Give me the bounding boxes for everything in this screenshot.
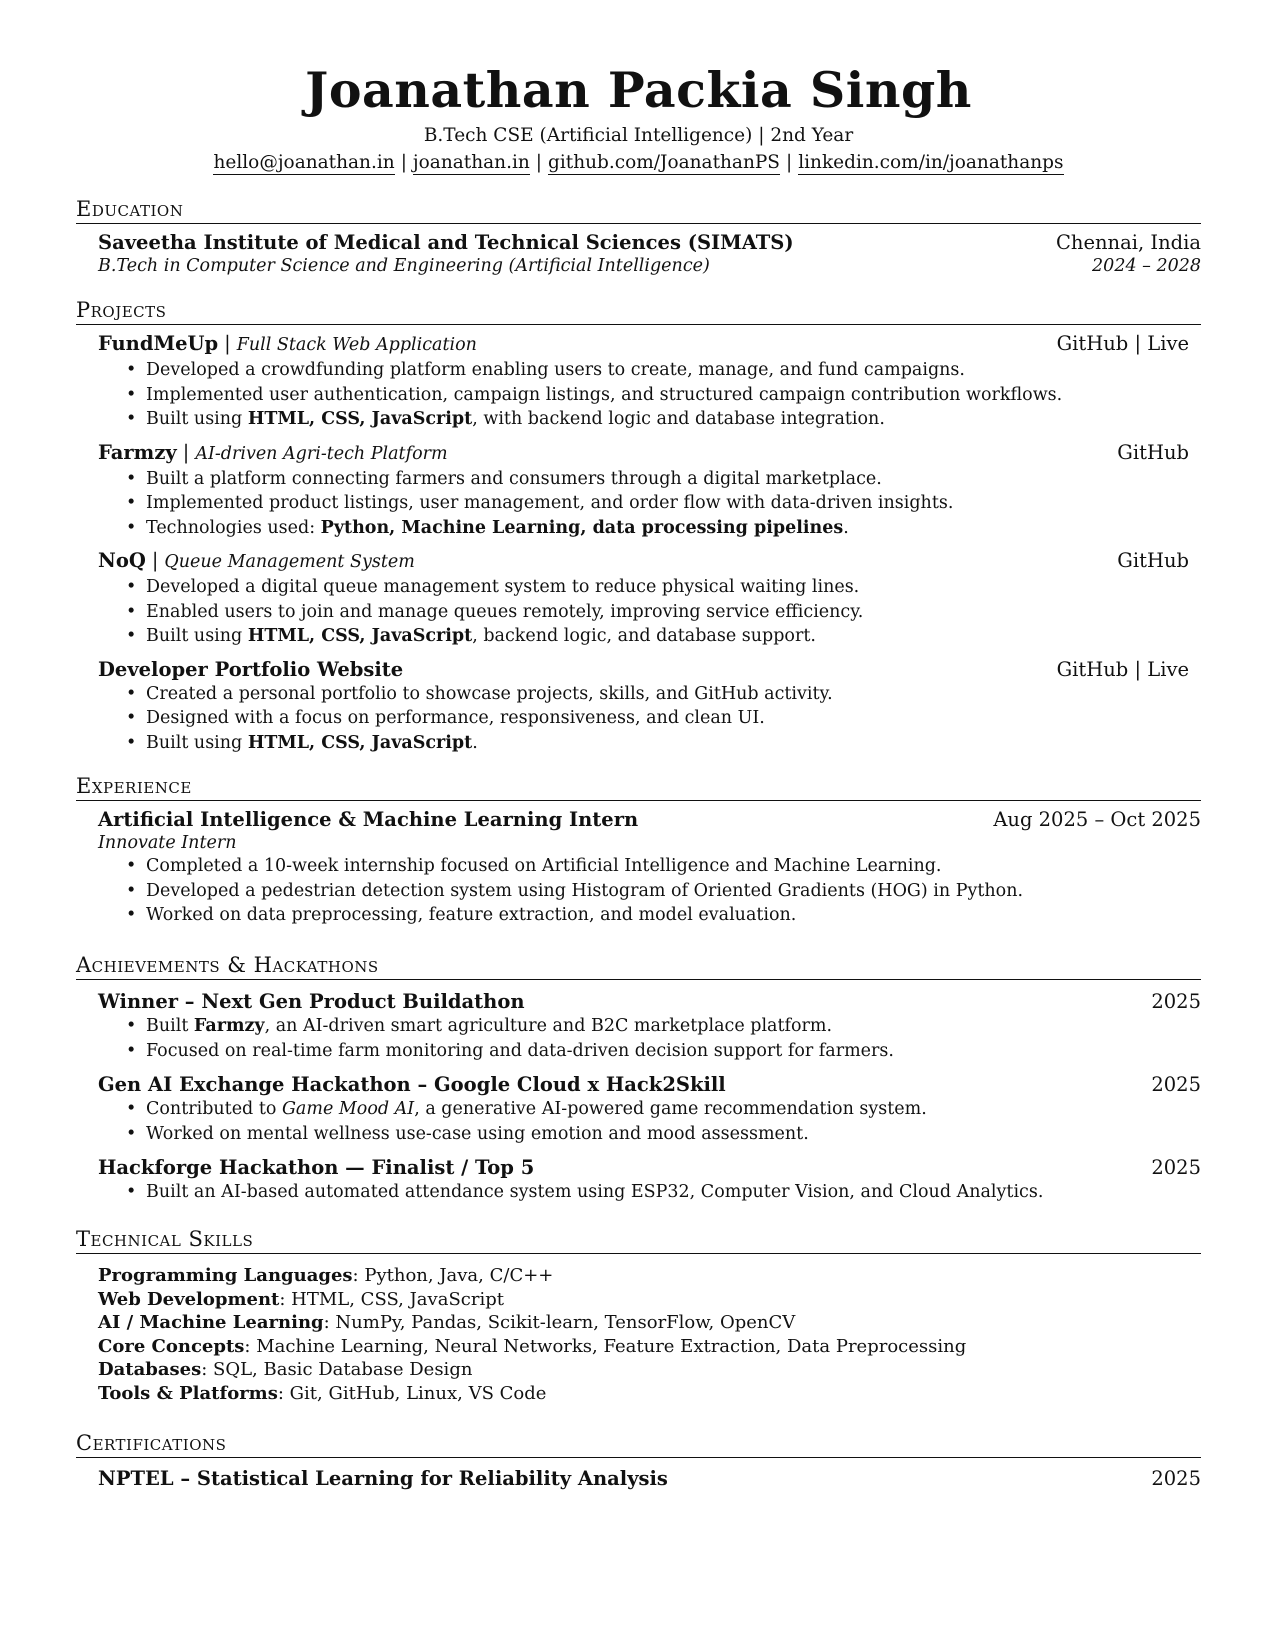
skill-row bbox=[98, 1311, 1201, 1335]
education-entry bbox=[76, 230, 1201, 277]
project-bullets bbox=[98, 358, 1201, 432]
achievement-year: 2025 bbox=[1151, 1156, 1201, 1179]
list-item: • Enabled users to join and manage queues remotely, improving service efficiency. bbox=[146, 600, 1201, 625]
achievement-bullets bbox=[98, 1180, 1201, 1205]
skill-values: : Machine Learning, Neural Networks, Feature Extraction, Data Preprocessing bbox=[244, 1335, 967, 1357]
linkedin-link[interactable]: linkedin.com/in/joanathanps bbox=[798, 152, 1064, 173]
skill-row bbox=[98, 1358, 1201, 1382]
section-title-education: Education bbox=[76, 196, 1201, 224]
project-bullets bbox=[98, 467, 1201, 541]
list-item: • Contributed to Game Mood AI, a generative AI-powered game recommendation system. bbox=[146, 1097, 1201, 1122]
contact-separator: | bbox=[535, 152, 543, 173]
experience-dates: Aug 2025 – Oct 2025 bbox=[993, 808, 1201, 831]
list-item: • Built Farmzy, an AI-driven smart agriculture and B2C marketplace platform. bbox=[146, 1014, 1201, 1039]
list-item: • Built using HTML, CSS, JavaScript, backend logic, and database support. bbox=[146, 624, 1201, 649]
certifications-section bbox=[76, 1430, 1201, 1491]
list-item: • Implemented product listings, user management, and order flow with data-driven insights. bbox=[146, 491, 1201, 516]
person-subtitle: B.Tech CSE (Artificial Intelligence) | 2nd Year bbox=[423, 125, 854, 146]
list-item: • Implemented user authentication, campaign listings, and structured campaign contribution workflows. bbox=[146, 383, 1201, 408]
project-title: Farmzy | AI-driven Agri-tech Platform bbox=[98, 440, 448, 464]
github-link[interactable]: github.com/JoanathanPS bbox=[548, 152, 780, 173]
list-item: • Developed a pedestrian detection system using Histogram of Oriented Gradients (HOG) in Python. bbox=[146, 879, 1201, 904]
project-entry bbox=[76, 440, 1201, 541]
education-dates: 2024 – 2028 bbox=[1092, 256, 1201, 276]
experience-company: Innovate Intern bbox=[98, 833, 237, 853]
project-title: FundMeUp | Full Stack Web Application bbox=[98, 332, 477, 355]
skill-row bbox=[98, 1288, 1201, 1312]
skill-label: Core Concepts bbox=[98, 1335, 245, 1357]
experience-section bbox=[76, 773, 1201, 928]
section-title-certifications: Certifications bbox=[76, 1430, 1201, 1458]
certification-year: 2025 bbox=[1151, 1467, 1201, 1490]
achievement-bullets bbox=[98, 1014, 1201, 1063]
skill-values: : HTML, CSS, JavaScript bbox=[279, 1288, 504, 1310]
institution-name: Saveetha Institute of Medical and Technical Sciences (SIMATS) bbox=[98, 231, 794, 254]
achievement-year: 2025 bbox=[1151, 990, 1201, 1013]
education-section bbox=[76, 196, 1201, 277]
achievements-section bbox=[76, 952, 1201, 1205]
achievement-entry bbox=[76, 989, 1201, 1063]
skill-values: : SQL, Basic Database Design bbox=[201, 1359, 473, 1380]
experience-role: Artificial Intelligence & Machine Learning Intern bbox=[98, 808, 639, 831]
list-item: • Completed a 10-week internship focused on Artificial Intelligence and Machine Learning. bbox=[146, 854, 1201, 879]
contact-links bbox=[76, 149, 1201, 177]
achievement-title: Gen AI Exchange Hackathon – Google Cloud x Hack2Skill bbox=[98, 1073, 726, 1096]
project-bullets bbox=[98, 682, 1201, 756]
project-links[interactable]: GitHub | Live bbox=[1056, 657, 1189, 681]
list-item: • Built using HTML, CSS, JavaScript. bbox=[146, 731, 1201, 756]
website-link[interactable]: joanathan.in bbox=[412, 152, 530, 173]
project-tagline: AI-driven Agri-tech Platform bbox=[195, 443, 448, 464]
list-item: • Built using HTML, CSS, JavaScript, with backend logic and database integration. bbox=[146, 407, 1201, 432]
title-separator: | bbox=[151, 549, 159, 572]
project-title: Developer Portfolio Website bbox=[98, 657, 404, 681]
skill-values: : Git, GitHub, Linux, VS Code bbox=[277, 1382, 547, 1404]
certification-entry bbox=[76, 1466, 1201, 1491]
section-title-experience: Experience bbox=[76, 773, 1201, 801]
section-title-skills: Technical Skills bbox=[76, 1226, 1201, 1254]
list-item: • Worked on data preprocessing, feature extraction, and model evaluation. bbox=[146, 903, 1201, 928]
list-item: • Worked on mental wellness use-case using emotion and mood assessment. bbox=[146, 1122, 1201, 1147]
achievement-year: 2025 bbox=[1151, 1073, 1201, 1096]
skill-values: : Python, Java, C/C++ bbox=[352, 1265, 554, 1286]
achievement-bullets bbox=[98, 1097, 1201, 1146]
list-item: • Designed with a focus on performance, responsiveness, and clean UI. bbox=[146, 706, 1201, 731]
project-links[interactable]: GitHub bbox=[1117, 440, 1189, 464]
skills-section bbox=[76, 1226, 1201, 1405]
skill-label: Programming Languages bbox=[98, 1265, 353, 1286]
list-item: • Built an AI-based automated attendance system using ESP32, Computer Vision, and Cloud Analytics. bbox=[146, 1180, 1201, 1205]
skill-row bbox=[98, 1264, 1201, 1288]
contact-separator: | bbox=[400, 152, 407, 173]
achievement-title: Winner – Next Gen Product Buildathon bbox=[98, 990, 525, 1013]
title-separator: | bbox=[182, 440, 190, 464]
project-title: NoQ | Queue Management System bbox=[98, 549, 415, 572]
achievement-entry bbox=[76, 1072, 1201, 1146]
section-title-projects: Projects bbox=[76, 297, 1201, 325]
skill-label: Web Development bbox=[98, 1288, 280, 1310]
project-links[interactable]: GitHub bbox=[1117, 549, 1189, 572]
project-links[interactable]: GitHub | Live bbox=[1056, 332, 1189, 355]
skill-values: : NumPy, Pandas, Scikit-learn, TensorFlow, OpenCV bbox=[323, 1312, 796, 1333]
achievement-title: Hackforge Hackathon — Finalist / Top 5 bbox=[98, 1156, 535, 1179]
list-item: • Created a personal portfolio to showcase projects, skills, and GitHub activity. bbox=[146, 682, 1201, 707]
skill-label: Tools & Platforms bbox=[98, 1382, 278, 1404]
list-item: • Developed a digital queue management system to reduce physical waiting lines. bbox=[146, 575, 1201, 600]
certification-name: NPTEL – Statistical Learning for Reliability Analysis bbox=[98, 1467, 668, 1490]
list-item: • Developed a crowdfunding platform enabling users to create, manage, and fund campaigns. bbox=[146, 358, 1201, 383]
skill-label: AI / Machine Learning bbox=[98, 1312, 324, 1333]
email-link[interactable]: hello@joanathan.in bbox=[213, 152, 395, 173]
list-item: • Focused on real-time farm monitoring and data-driven decision support for farmers. bbox=[146, 1039, 1201, 1064]
list-item: • Technologies used: Python, Machine Learning, data processing pipelines. bbox=[146, 516, 1201, 541]
project-entry bbox=[76, 331, 1201, 432]
skill-row bbox=[98, 1382, 1201, 1406]
person-name: Joanathan Packia Singh bbox=[305, 61, 972, 119]
degree-name: B.Tech in Computer Science and Engineering (Artificial Intelligence) bbox=[98, 256, 710, 276]
project-entry bbox=[76, 657, 1201, 756]
title-separator: | bbox=[224, 332, 231, 355]
resume-header bbox=[76, 60, 1201, 177]
education-location: Chennai, India bbox=[1055, 231, 1201, 254]
project-tagline: Queue Management System bbox=[164, 552, 415, 572]
experience-bullets bbox=[98, 854, 1201, 928]
experience-entry bbox=[76, 807, 1201, 928]
project-bullets bbox=[98, 575, 1201, 649]
achievement-entry bbox=[76, 1155, 1201, 1205]
contact-separator: | bbox=[785, 152, 793, 173]
skill-label: Databases bbox=[98, 1359, 202, 1380]
section-title-achievements: Achievements & Hackathons bbox=[76, 952, 1201, 980]
projects-section bbox=[76, 297, 1201, 755]
list-item: • Built a platform connecting farmers and consumers through a digital marketplace. bbox=[146, 467, 1201, 492]
project-tagline: Full Stack Web Application bbox=[236, 335, 477, 355]
skill-row bbox=[98, 1335, 1201, 1359]
project-entry bbox=[76, 548, 1201, 649]
